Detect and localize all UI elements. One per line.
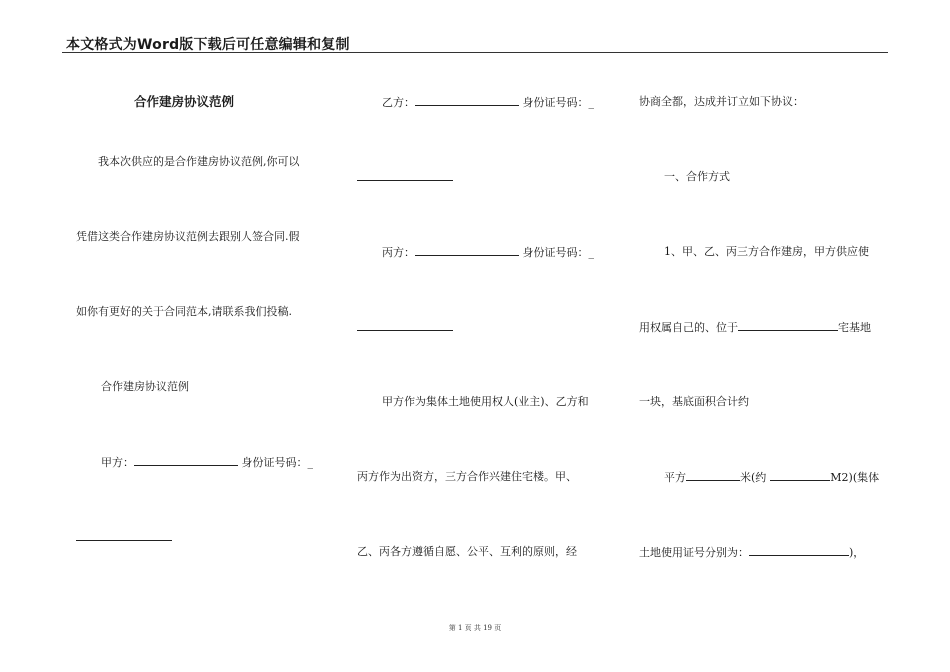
section-subtitle: 合作建房协议范例 (101, 380, 189, 393)
intro-line-3: 如你有更好的关于合同范本,请联系我们投稿. (76, 305, 292, 318)
party-b-line (382, 95, 594, 110)
party-b-continuation-line (357, 170, 453, 185)
clause-1-line-2 (639, 320, 871, 335)
party-b-id-label: 身份证号码： (522, 96, 589, 109)
location-blank (738, 320, 838, 331)
party-c-id-blank (357, 320, 453, 331)
location-label: 用权属自己的、位于 (639, 321, 738, 334)
party-b-label: 乙方： (382, 96, 415, 109)
page-footer: 第 1 页 共 19 页 (448, 624, 502, 632)
clause-1-line-3: 一块，基底面积合计约 (639, 395, 749, 408)
party-a-id-blank (76, 530, 172, 541)
party-c-label: 丙方： (382, 246, 415, 259)
land-cert-close: )， (849, 546, 865, 559)
clause-1-line-1: 1、甲、乙、丙三方合作建房，甲方供应使 (664, 245, 869, 258)
agreement-line-1: 协商全都，达成并订立如下协议： (639, 95, 804, 108)
document-banner: 本文格式为Word版下载后可任意编辑和复制 (66, 37, 350, 53)
party-c-continuation-line (357, 320, 453, 335)
party-a-id-label: 身份证号码： (241, 456, 308, 469)
clause-1-line-4 (664, 470, 879, 485)
party-b-blank (415, 95, 519, 106)
land-cert-label: 土地使用证号分别为： (639, 546, 749, 559)
area-m2-label: M2)(集体 (830, 471, 880, 484)
land-cert-blank (749, 545, 849, 556)
party-c-blank (415, 245, 519, 256)
party-a-label: 甲方： (101, 456, 134, 469)
party-a-blank (134, 455, 238, 466)
section-heading-cooperation: 一、合作方式 (664, 170, 730, 183)
party-c-id-label: 身份证号码： (522, 246, 589, 259)
header-rule (62, 52, 888, 53)
party-a-continuation-line (76, 530, 172, 545)
party-a-id-tail: _ (307, 456, 313, 469)
party-a-line (101, 455, 313, 470)
area-approx-blank (770, 470, 830, 481)
party-b-id-tail: _ (588, 96, 594, 109)
party-c-id-tail: _ (588, 246, 594, 259)
body-line-1: 甲方作为集体土地使用权人(业主)、乙方和 (382, 395, 589, 408)
body-line-3: 乙、丙各方遵循自愿、公平、互利的原则，经 (357, 545, 577, 558)
party-c-line (382, 245, 594, 260)
area-prefix: 平方 (664, 471, 686, 484)
area-blank (686, 470, 740, 481)
homestead-label: 宅基地 (838, 321, 871, 334)
body-line-2: 丙方作为出资方，三方合作兴建住宅楼。甲、 (357, 470, 577, 483)
intro-line-1: 我本次供应的是合作建房协议范例,你可以 (98, 155, 300, 168)
clause-1-line-5 (639, 545, 864, 560)
party-b-id-blank (357, 170, 453, 181)
document-title: 合作建房协议范例 (134, 94, 235, 109)
area-unit: 米(约 (740, 471, 767, 484)
intro-line-2: 凭借这类合作建房协议范例去跟别人签合同.假 (76, 230, 300, 243)
